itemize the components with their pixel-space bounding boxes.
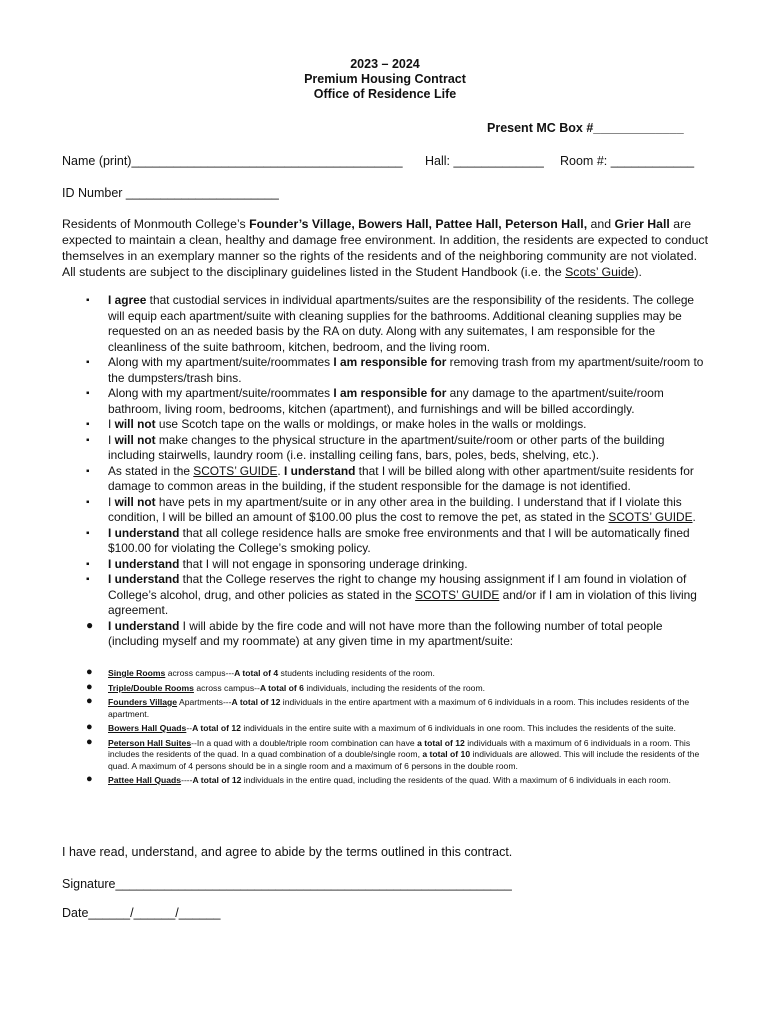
scots-guide-link[interactable]: Scots’ Guide [565, 265, 635, 279]
bullet-icon: ● [86, 695, 93, 707]
bullet-icon: ● [86, 721, 93, 733]
scots-guide-link[interactable]: SCOTS’ GUIDE [415, 587, 500, 602]
bullet-icon: ▪ [86, 419, 90, 430]
header-title: Premium Housing Contract [304, 72, 466, 86]
list-item: ● Founders Village Apartments---A total of 12 individuals in the entire apartment with a maximum of 6 individuals in a room. This includes residents of the apartment. [86, 695, 690, 719]
list-item: ▪ I will not use Scotch tape on the walls or moldings, or make holes in the walls or moldings. [86, 417, 587, 431]
list-item: ▪ As stated in the SCOTS’ GUIDE. I understand that I will be billed along with other apartment/suite residents for damage to common areas in the building, if the student responsible for the damage is not identified. [86, 463, 694, 493]
bullet-icon: ▪ [86, 295, 90, 306]
room-field[interactable]: Room #: ____________ [560, 154, 695, 168]
id-number-field[interactable]: ID Number ______________________ [62, 186, 279, 200]
signature-field[interactable]: Signature_________________________________________________________ [62, 877, 512, 891]
agreement-statement: I have read, understand, and agree to abide by the terms outlined in this contract. [62, 845, 513, 859]
bullet-icon: ▪ [86, 574, 90, 585]
scots-guide-link[interactable]: SCOTS’ GUIDE [608, 510, 693, 524]
list-item: ● Single Rooms across campus---A total of 4 students including residents of the room. [86, 666, 435, 678]
bullet-icon: ▪ [86, 357, 90, 368]
bullet-icon: ▪ [86, 558, 90, 570]
hall-field[interactable]: Hall: _____________ [425, 154, 544, 168]
bullet-icon: ▪ [86, 388, 90, 399]
list-item: ▪ Along with my apartment/suite/roommates I am responsible for any damage to the apartment/suite/room bathroom, living room, bedrooms, kitchen (apartment), and furnishings and will be billed accordingly. [86, 386, 664, 416]
document-header [0, 57, 770, 102]
list-item: ▪ I understand that the College reserves the right to change my housing assignment if I am found in violation of College’s alcohol, drug, and other policies as stated in the SCOTS’ GUIDE and/or if I am in violation of this living agreement. [86, 572, 697, 617]
list-item: ● Peterson Hall Suites--In a quad with a double/triple room combination can have a total of 12 individuals with a maximum of 6 individuals in a room. This includes the residents of the quad. In a quad combination of a double/single room, a total of 10 individuals are allowed. This will include the residents of the quad. A maximum of 4 persons should be in a single room and a maximum of 6 persons in the double room. [86, 735, 700, 771]
header-year: 2023 – 2024 [350, 57, 420, 71]
bullet-icon: ● [86, 773, 93, 785]
name-field[interactable]: Name (print)_______________________________________ [62, 154, 403, 168]
bullet-icon: ● [86, 666, 93, 678]
intro-text: Residents of Monmouth College’s [62, 217, 250, 231]
list-item: ▪ Along with my apartment/suite/roommates I am responsible for removing trash from my apartment/suite/room to the dumpsters/trash bins. [86, 355, 704, 385]
intro-text: ). [634, 265, 642, 279]
list-item: ▪ I will not make changes to the physical structure in the apartment/suite/room or other parts of the building including stairwells, laundry room (i.e. installing ceiling fans, bars, poles, beds, shelving, etc.). [86, 432, 665, 462]
list-item: ● Pattee Hall Quads----A total of 12 individuals in the entire quad, including the residents of the quad. With a maximum of 6 individuals in each room. [86, 773, 671, 785]
list-item: ● I understand I will abide by the fire code and will not have more than the following number of total people (including myself and my roommate) at any given time in my apartment/suite: [86, 617, 663, 648]
scots-guide-link[interactable]: SCOTS’ GUIDE [193, 463, 278, 478]
list-item: ▪ I agree that custodial services in individual apartments/suites are the responsibility of the residents. The college will equip each apartment/suite with cleaning supplies for the bathrooms. Additional cleaning supplies may be requested on an as needed basis by the RA on duty. Along with any suitemates, I am responsible for the cleanliness of the suite bathroom, kitchen, bedroom, and the living room. [86, 293, 695, 354]
intro-grier-hall: Grier Hall [614, 217, 670, 231]
bullet-icon: ▪ [86, 496, 90, 508]
bullet-icon: ● [86, 735, 93, 748]
intro-text: and [587, 217, 615, 231]
intro-text: are expected to maintain a clean, healthy and damage free environment. In addition, the residents are expected to conduct themselves in an exemplary manner so the rights of the residents and of the neighboring community are not violated. All students are subject to the disciplinary guidelines listed in the Student Handbook (i.e. the [62, 217, 709, 279]
list-item: ● Triple/Double Rooms across campus--A total of 6 individuals, including the residents of the room. [86, 680, 486, 693]
bullet-icon: ● [86, 617, 94, 632]
list-item: ▪ I understand that all college residence halls are smoke free environments and that I will be automatically fined $100.00 for violating the College’s smoking policy. [86, 525, 690, 555]
intro-paragraph [62, 216, 710, 280]
list-item: ▪ I understand that I will not engage in sponsoring underage drinking. [86, 556, 468, 571]
bullet-icon: ● [86, 680, 93, 693]
occupancy-list [62, 668, 712, 790]
bullet-icon: ▪ [86, 465, 90, 477]
rules-list [62, 293, 712, 650]
list-item: ▪ I will not have pets in my apartment/suite or in any other area in the building. I understand that if I violate this condition, I will be billed an amount of $100.00 plus the cost to remove the pet, as stated in the SCOTS’ GUIDE. [86, 494, 696, 524]
mc-box-field[interactable]: Present MC Box #_____________ [487, 121, 684, 135]
header-office: Office of Residence Life [313, 87, 457, 101]
date-field[interactable]: Date______/______/______ [62, 906, 221, 920]
bullet-icon: ▪ [86, 434, 90, 446]
list-item: ● Bowers Hall Quads--A total of 12 individuals in the entire suite with a maximum of 6 individuals in one room. This includes the residents of the suite. [86, 721, 676, 733]
bullet-icon: ▪ [86, 527, 90, 539]
intro-halls: Founder’s Village, Bowers Hall, Pattee Hall, Peterson Hall, [249, 217, 588, 231]
